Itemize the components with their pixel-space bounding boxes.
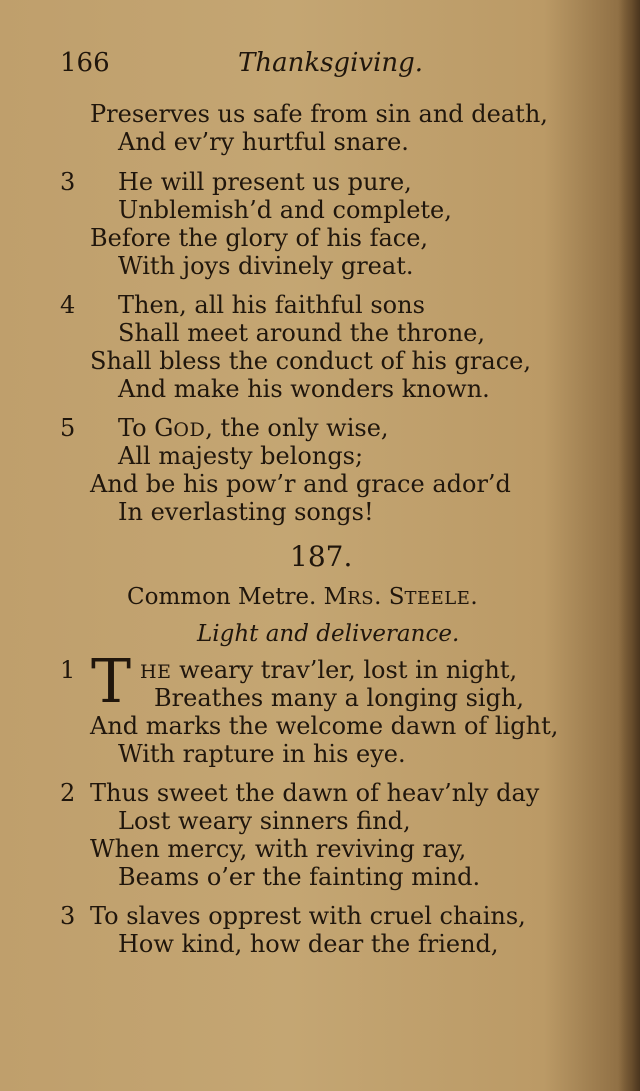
verse-line: Thus sweet the dawn of heav’nly day	[90, 779, 540, 807]
verse-line: Lost weary sinners find,	[118, 807, 411, 835]
verse-line: When mercy, with reviving ray,	[90, 835, 467, 863]
verse-line: And ev’ry hurtful snare.	[118, 128, 409, 156]
verse-line: He will present us pure,	[118, 168, 412, 196]
verse-number: 1	[60, 656, 76, 684]
verse-line: How kind, how dear the friend,	[118, 930, 499, 958]
verse-line: Unblemish’d and complete,	[118, 196, 452, 224]
verse-number: 4	[60, 291, 76, 319]
verse-line: HE weary trav’ler, lost in night,	[140, 656, 518, 684]
page-edge-shadow	[618, 0, 640, 1091]
verse-line: Shall meet around the throne,	[118, 319, 486, 347]
hymn-meter-author: Common Metre. MRS. STEELE.	[127, 584, 478, 610]
verse-line: Shall bless the conduct of his grace,	[90, 347, 531, 375]
verse-line: Before the glory of his face,	[90, 224, 429, 252]
running-title: Thanksgiving.	[238, 48, 424, 78]
verse-line: With joys divinely great.	[118, 252, 414, 280]
verse-line: All majesty belongs;	[118, 442, 364, 470]
verse-number: 2	[60, 779, 76, 807]
hymn-topic: Light and deliverance.	[197, 621, 460, 647]
page-header	[60, 48, 424, 84]
verse-line: With rapture in his eye.	[118, 740, 406, 768]
verse-line: Beams o’er the fainting mind.	[118, 863, 481, 891]
hymn-number: 187.	[290, 540, 353, 573]
verse-line: Then, all his faithful sons	[118, 291, 425, 319]
verse-line: In everlasting songs!	[118, 498, 374, 526]
verse-line: And marks the welcome dawn of light,	[90, 712, 559, 740]
verse-number: 3	[60, 902, 76, 930]
verse-number: 5	[60, 414, 76, 442]
verse-line: To slaves opprest with cruel chains,	[90, 902, 526, 930]
verse-line: And be his pow’r and grace ador’d	[90, 470, 511, 498]
small-caps-word: OD	[173, 419, 206, 441]
verse-number: 3	[60, 168, 76, 196]
verse-line: To GOD, the only wise,	[118, 414, 389, 442]
verse-line: Preserves us safe from sin and death,	[90, 100, 548, 128]
verse-line: And make his wonders known.	[118, 375, 490, 403]
page-number: 166	[60, 48, 110, 78]
verse-line: Breathes many a longing sigh,	[154, 684, 525, 712]
drop-cap: T	[91, 647, 132, 717]
